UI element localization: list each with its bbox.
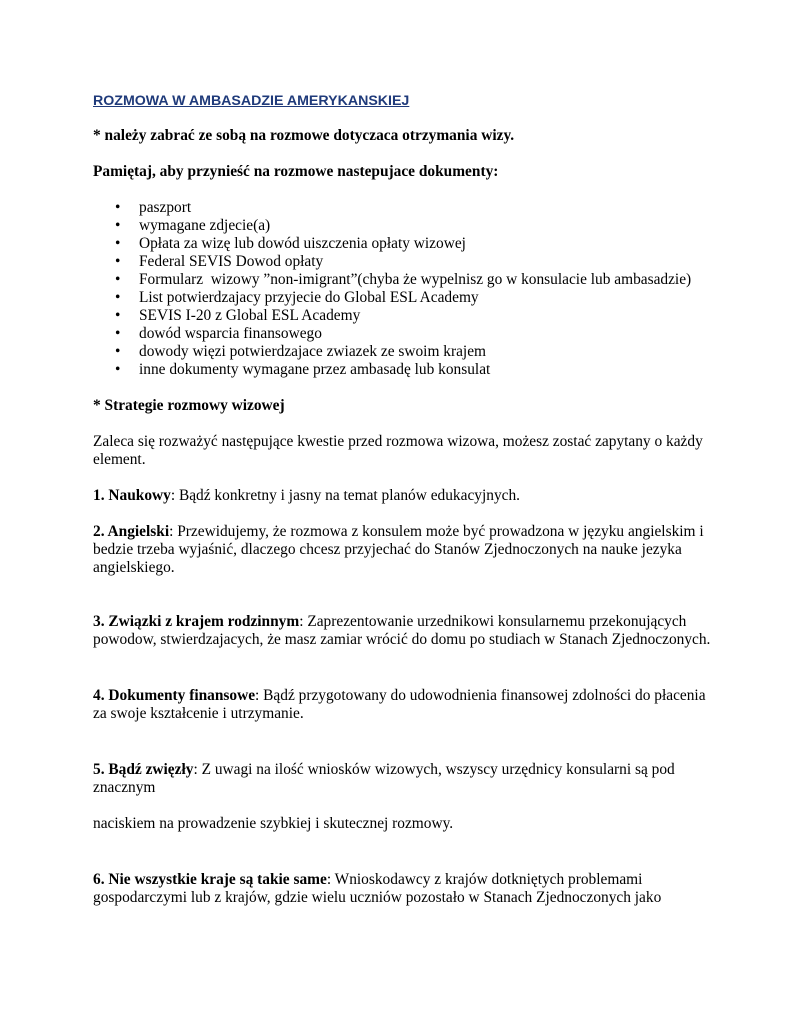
- list-item: • dowody więzi potwierdzajace zwiazek ze swoim krajem: [115, 343, 486, 360]
- list-item: • Federal SEVIS Dowod opłaty: [115, 253, 324, 270]
- strategy-text: : Z uwagi na ilość wniosków wizowych, wszyscy urzędnicy konsularni są pod znacznym: [93, 761, 675, 796]
- documents-list: [93, 199, 713, 379]
- intro-note: * należy zabrać ze sobą na rozmowe dotyczaca otrzymania wizy.: [93, 127, 515, 144]
- strategy-title: 2. Angielski: [93, 523, 170, 540]
- list-item: • inne dokumenty wymagane przez ambasadę lub konsulat: [115, 361, 491, 378]
- strategy-financial-documents: [93, 687, 713, 723]
- strategy-text: : Bądź przygotowany do udowodnienia finansowej zdolności do płacenia za swoje kształcenie i utrzymanie.: [93, 687, 706, 722]
- strategy-text: : Zaprezentowanie urzednikowi konsularnemu przekonujących powodow, stwierdzajacych, że masz zamiar wrócić do domu po studiach w Stanach Zjednoczonych.: [93, 613, 711, 648]
- strategy-title: 5. Bądź zwięzły: [93, 761, 194, 778]
- bullet-icon: •: [115, 217, 121, 234]
- bullet-icon: •: [115, 253, 121, 270]
- list-item: • Opłata za wizę lub dowód uiszczenia opłaty wizowej: [115, 235, 466, 252]
- strategy-be-concise-continuation: naciskiem na prowadzenie szybkiej i skutecznej rozmowy.: [93, 815, 454, 832]
- strategy-text: : Wnioskodawcy z krajów dotkniętych problemami gospodarczymi lub z krajów, gdzie wielu uczniów pozostało w Stanach Zjednoczonych jako: [93, 871, 662, 906]
- strategy-title: 4. Dokumenty finansowe: [93, 687, 256, 704]
- list-item: • List potwierdzajacy przyjecie do Global ESL Academy: [115, 289, 479, 306]
- strategies-intro: Zaleca się rozważyć następujące kwestie przed rozmowa wizowa, możesz zostać zapytany o każdy element.: [93, 433, 703, 468]
- bullet-icon: •: [115, 325, 121, 342]
- bullet-icon: •: [115, 271, 121, 288]
- bullet-icon: •: [115, 235, 121, 252]
- bullet-icon: •: [115, 361, 121, 378]
- document-page: [93, 92, 713, 907]
- document-heading: ROZMOWA W AMBASADZIE AMERYKANSKIEJ: [93, 93, 410, 109]
- bullet-icon: •: [115, 289, 121, 306]
- strategy-home-ties: [93, 613, 713, 649]
- strategy-academic: [93, 487, 713, 505]
- strategy-not-all-countries: [93, 871, 713, 907]
- strategy-text: : Przewidujemy, że rozmowa z konsulem może być prowadzona w języku angielskim i bedzie trzeba wyjaśnić, dlaczego chcesz przyjechać do Stanów Zjednoczonych na nauke jezyka angielskiego.: [93, 523, 704, 576]
- bullet-icon: •: [115, 343, 121, 360]
- list-item: • wymagane zdjecie(a): [115, 217, 271, 234]
- bullet-icon: •: [115, 199, 121, 216]
- strategies-heading: * Strategie rozmowy wizowej: [93, 397, 285, 414]
- list-item: • paszport: [115, 199, 192, 216]
- list-item: • Formularz wizowy ”non-imigrant”(chyba że wypelnisz go w konsulacie lub ambasadzie): [115, 271, 692, 288]
- documents-reminder: Pamiętaj, aby przynieść na rozmowe nastepujace dokumenty:: [93, 163, 499, 180]
- strategy-text: : Bądź konkretny i jasny na temat planów edukacyjnych.: [170, 487, 521, 504]
- strategy-title: 3. Związki z krajem rodzinnym: [93, 613, 300, 630]
- list-item: • dowód wsparcia finansowego: [115, 325, 322, 342]
- strategy-english: [93, 523, 713, 577]
- strategy-be-concise: [93, 761, 713, 797]
- bullet-icon: •: [115, 307, 121, 324]
- strategy-title: 1. Naukowy: [93, 487, 171, 504]
- list-item: • SEVIS I-20 z Global ESL Academy: [115, 307, 361, 324]
- strategy-title: 6. Nie wszystkie kraje są takie same: [93, 871, 327, 888]
